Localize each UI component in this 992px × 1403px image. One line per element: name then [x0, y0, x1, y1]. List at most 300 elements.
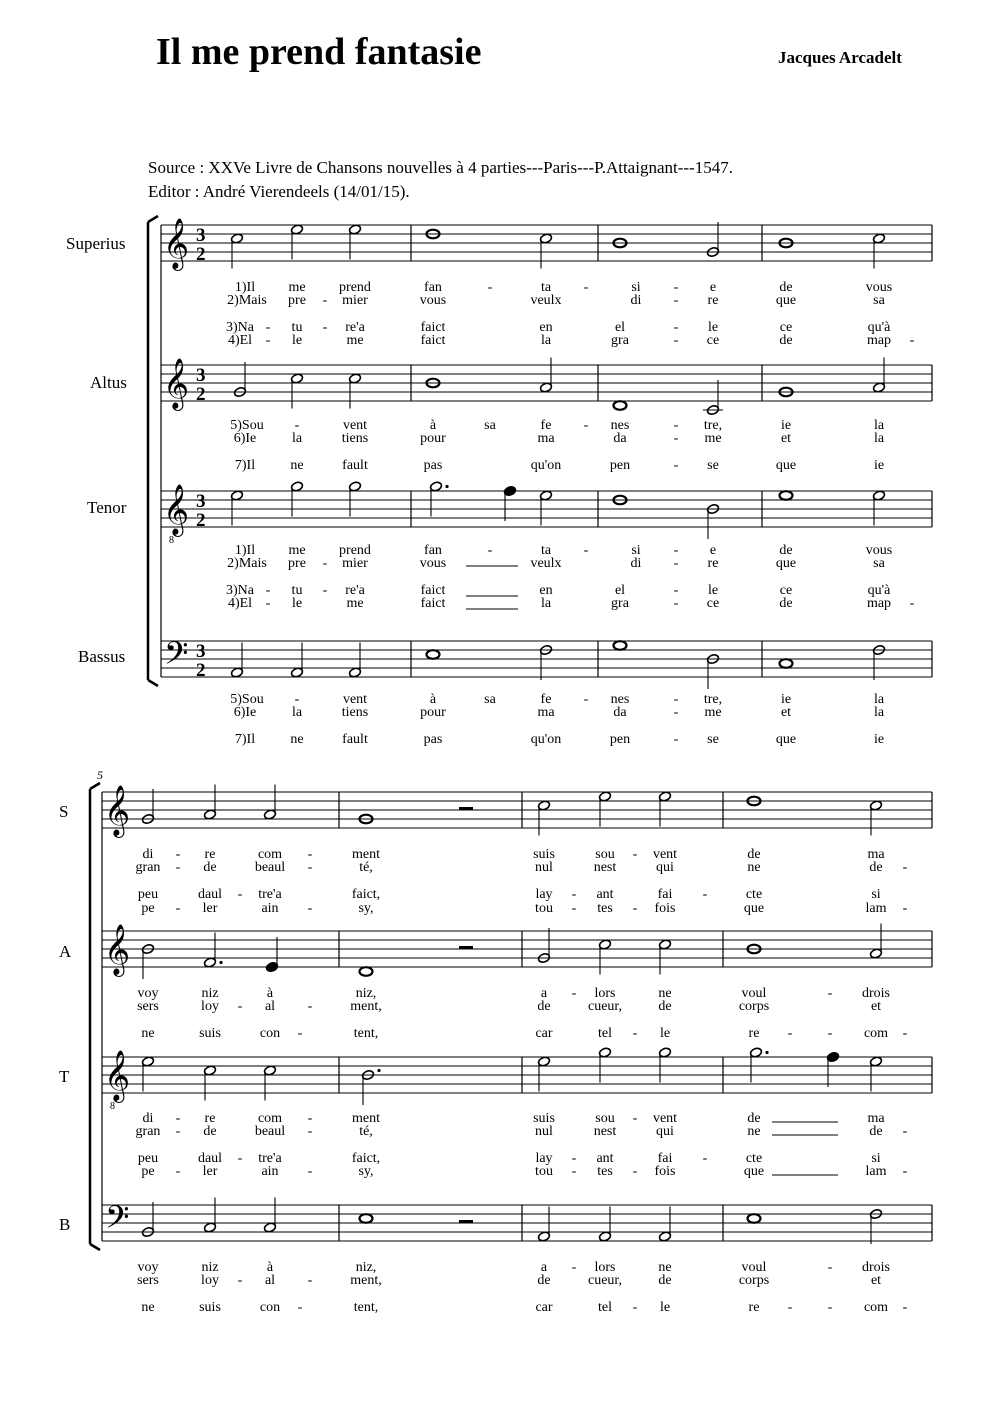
lyric-syllable: - [265, 596, 271, 611]
lyric-syllable: - [237, 999, 243, 1014]
lyric-syllable: pour [420, 431, 446, 446]
lyric-syllable: - [175, 860, 181, 875]
lyric-syllable: pen [609, 458, 631, 473]
lyric-syllable: tel [598, 1300, 612, 1315]
lyric-syllable: - [902, 1164, 908, 1179]
lyric-syllable: nul [535, 860, 553, 875]
lyric-syllable: que [775, 458, 797, 473]
lyric-syllable: suis [199, 1300, 221, 1315]
lyric-syllable: - [787, 1026, 793, 1041]
lyric-syllable: ma [537, 705, 555, 720]
lyric-syllable: veulx [530, 556, 562, 571]
lyric-syllable: fois [654, 901, 676, 916]
lyric-syllable: tu [291, 583, 303, 598]
lyric-syllable: cte [745, 887, 763, 902]
lyric-syllable: me [704, 431, 722, 446]
lyric-syllable: voy [137, 1260, 159, 1275]
lyric-syllable: - [902, 901, 908, 916]
lyric-syllable: à [429, 692, 437, 707]
whole-note [360, 1214, 373, 1223]
lyric-syllable: e [709, 280, 717, 295]
lyric-syllable: 1)Il [234, 280, 256, 295]
lyric-syllable: pe [141, 901, 155, 916]
lyric-syllable: - [673, 458, 679, 473]
lyric-syllable: fault [342, 458, 368, 473]
whole-note [427, 650, 440, 659]
voice-label-a: A [59, 942, 72, 961]
lyric-syllable: de [537, 999, 551, 1014]
lyric-syllable: me [346, 333, 364, 348]
lyric-syllable: re [707, 556, 719, 571]
lyric-syllable: - [265, 583, 271, 598]
lyric-syllable: qu'à [867, 320, 891, 335]
lyric-syllable: fai [657, 887, 673, 902]
lyric-syllable: tre'a [258, 887, 282, 902]
lyric-syllable: voul [741, 986, 767, 1001]
lyric-syllable: - [237, 1151, 243, 1166]
voice-label-superius: Superius [66, 234, 126, 253]
lyric-syllable: car [535, 1026, 553, 1041]
lyric-syllable: nes [610, 692, 630, 707]
lyric-syllable: drois [862, 1260, 890, 1275]
lyric-syllable: - [307, 1273, 313, 1288]
lyric-syllable: - [827, 1026, 833, 1041]
lyric-syllable: la [873, 418, 885, 433]
lyric-syllable: de [779, 543, 793, 558]
lyric-syllable: - [307, 1164, 313, 1179]
lyric-syllable: lay [535, 1151, 553, 1166]
lyric-syllable: et [780, 705, 792, 720]
lyric-syllable: - [297, 1026, 303, 1041]
lyric-syllable: al [264, 999, 276, 1014]
lyric-syllable: tiens [341, 705, 369, 720]
lyric-syllable: faict, [351, 887, 381, 902]
lyric-syllable: nes [610, 418, 630, 433]
lyric-syllable: 4)El [227, 596, 253, 611]
lyric-syllable: daul [197, 1151, 223, 1166]
lyric-syllable: suis [199, 1026, 221, 1041]
lyric-syllable: gran [135, 1124, 161, 1139]
lyric-syllable: com [257, 847, 283, 862]
lyric-syllable: veulx [530, 293, 562, 308]
lyric-syllable: - [294, 418, 300, 433]
lyric-syllable: - [583, 543, 589, 558]
lyric-syllable: - [673, 333, 679, 348]
lyric-syllable: niz, [355, 1260, 377, 1275]
lyric-syllable: niz [201, 1260, 219, 1275]
lyric-syllable: el [614, 583, 626, 598]
lyric-syllable: faict [420, 320, 446, 335]
dot [445, 485, 448, 488]
lyric-syllable: que [775, 556, 797, 571]
lyric-syllable: - [487, 280, 493, 295]
composer-name: Jacques Arcadelt [778, 48, 902, 67]
lyric-syllable: re [748, 1300, 760, 1315]
lyric-syllable: fai [657, 1151, 673, 1166]
lyric-syllable: - [307, 999, 313, 1014]
lyric-syllable: cte [745, 1151, 763, 1166]
voice-label-b: B [59, 1215, 71, 1234]
lyric-syllable: faict [420, 583, 446, 598]
lyric-syllable: faict [420, 596, 446, 611]
lyric-syllable: le [707, 583, 719, 598]
lyric-syllable: de [869, 1124, 883, 1139]
lyric-syllable: ce [706, 596, 720, 611]
lyric-syllable: 5)Sou [230, 692, 264, 707]
lyric-syllable: me [346, 596, 364, 611]
lyric-syllable: et [870, 1273, 882, 1288]
lyric-syllable: ment, [350, 1273, 382, 1288]
voice-label-t: T [59, 1067, 70, 1086]
lyric-syllable: ne [658, 986, 672, 1001]
lyric-syllable: pen [609, 732, 631, 747]
lyric-syllable: sy, [358, 1164, 374, 1179]
lyric-syllable: - [673, 320, 679, 335]
treble-clef: 𝄞 [104, 1050, 131, 1101]
lyric-syllable: loy [201, 999, 219, 1014]
time-signature-bottom: 2 [196, 384, 206, 405]
lyric-syllable: - [902, 1300, 908, 1315]
time-signature-top: 3 [196, 641, 206, 662]
lyric-syllable: ment [352, 847, 380, 862]
lyric-syllable: corps [738, 1273, 770, 1288]
lyric-syllable: 3)Na [226, 320, 254, 335]
treble-clef: 𝄞 [163, 358, 190, 409]
lyric-syllable: de [747, 1111, 761, 1126]
lyric-syllable: - [673, 732, 679, 747]
lyric-syllable: - [632, 1111, 638, 1126]
lyric-syllable: de [779, 333, 793, 348]
lyric-syllable: - [902, 860, 908, 875]
lyric-syllable: 6)Ie [233, 431, 257, 446]
lyric-syllable: sa [484, 692, 496, 707]
lyric-syllable: 2)Mais [227, 556, 267, 571]
lyric-syllable: - [632, 1300, 638, 1315]
lyric-syllable: tel [598, 1026, 612, 1041]
lyric-syllable: re [204, 847, 216, 862]
whole-note [780, 491, 793, 500]
lyric-syllable: et [780, 431, 792, 446]
lyric-syllable: - [583, 418, 589, 433]
lyric-syllable: ne [290, 732, 304, 747]
lyric-syllable: vent [652, 847, 678, 862]
voice-label-tenor: Tenor [87, 498, 127, 517]
lyric-syllable: de [203, 860, 217, 875]
lyric-syllable: lam [865, 901, 887, 916]
lyric-syllable: peu [137, 1151, 159, 1166]
lyric-syllable: corps [738, 999, 770, 1014]
lyric-syllable: que [743, 901, 765, 916]
lyric-syllable: fe [540, 692, 552, 707]
lyric-syllable: vent [342, 418, 368, 433]
lyric-syllable: - [673, 692, 679, 707]
lyric-syllable: - [175, 901, 181, 916]
lyric-syllable: si [631, 543, 641, 558]
lyric-syllable: sy, [358, 901, 374, 916]
time-signature-bottom: 2 [196, 660, 206, 681]
lyric-syllable: - [571, 986, 577, 1001]
lyric-syllable: map [866, 333, 892, 348]
lyric-syllable: sers [137, 1273, 159, 1288]
voice-label-altus: Altus [90, 373, 127, 392]
lyric-syllable: - [673, 431, 679, 446]
lyric-syllable: voul [741, 1260, 767, 1275]
lyric-syllable: con [259, 1300, 281, 1315]
lyric-syllable: ne [747, 860, 761, 875]
lyric-syllable: - [632, 1026, 638, 1041]
lyric-syllable: qu'on [530, 458, 562, 473]
lyric-syllable: pe [141, 1164, 155, 1179]
lyric-syllable: pas [423, 458, 443, 473]
lyric-syllable: 1)Il [234, 543, 256, 558]
lyric-syllable: - [632, 1164, 638, 1179]
treble-clef: 𝄞 [104, 924, 131, 975]
lyric-syllable: ant [596, 887, 614, 902]
lyric-syllable: - [673, 293, 679, 308]
lyric-syllable: se [707, 458, 719, 473]
lyric-syllable: ie [780, 418, 792, 433]
lyric-syllable: - [175, 847, 181, 862]
lyric-syllable: prend [339, 543, 371, 558]
lyric-syllable: ne [658, 1260, 672, 1275]
lyric-syllable: ant [596, 1151, 614, 1166]
lyric-syllable: a [540, 986, 548, 1001]
lyric-syllable: da [613, 705, 627, 720]
lyric-syllable: sa [484, 418, 496, 433]
lyric-syllable: - [827, 986, 833, 1001]
lyric-syllable: ie [873, 458, 885, 473]
measure-number: 5 [97, 768, 103, 782]
dot [377, 1069, 380, 1072]
lyric-syllable: me [288, 280, 306, 295]
lyric-syllable: lay [535, 887, 553, 902]
lyric-syllable: le [707, 320, 719, 335]
lyric-syllable: - [571, 1260, 577, 1275]
lyric-syllable: - [902, 1026, 908, 1041]
dot [765, 1051, 768, 1054]
lyric-syllable: prend [339, 280, 371, 295]
lyric-syllable: de [203, 1124, 217, 1139]
lyric-syllable: - [571, 887, 577, 902]
lyric-syllable: de [658, 999, 672, 1014]
bracket-hook [90, 783, 100, 789]
lyric-syllable: pour [420, 705, 446, 720]
lyric-syllable: - [237, 1273, 243, 1288]
dot [219, 961, 222, 964]
lyric-syllable: 5)Sou [230, 418, 264, 433]
lyric-syllable: vent [652, 1111, 678, 1126]
lyric-syllable: ler [202, 901, 218, 916]
lyric-syllable: qu'à [867, 583, 891, 598]
lyric-syllable: fe [540, 418, 552, 433]
lyric-syllable: ment, [350, 999, 382, 1014]
lyric-syllable: nest [593, 1124, 617, 1139]
time-signature-top: 3 [196, 491, 206, 512]
lyric-syllable: fois [654, 1164, 676, 1179]
lyric-syllable: fan [424, 543, 442, 558]
lyric-syllable: ler [202, 1164, 218, 1179]
lyric-syllable: beaul [254, 1124, 286, 1139]
lyric-syllable: - [702, 1151, 708, 1166]
lyric-syllable: e [709, 543, 717, 558]
lyric-syllable: el [614, 320, 626, 335]
lyric-syllable: - [307, 847, 313, 862]
treble-clef: 𝄞 [163, 484, 190, 535]
lyric-syllable: 7)Il [234, 458, 256, 473]
lyric-syllable: daul [197, 887, 223, 902]
lyric-syllable: vent [342, 692, 368, 707]
lyric-syllable: tou [535, 901, 553, 916]
lyric-syllable: - [322, 583, 328, 598]
lyric-syllable: se [707, 732, 719, 747]
lyric-syllable: pre [288, 293, 306, 308]
lyric-syllable: - [487, 543, 493, 558]
lyric-syllable: di [630, 556, 642, 571]
lyric-syllable: lors [594, 1260, 616, 1275]
lyric-syllable: - [571, 1164, 577, 1179]
lyric-syllable: voy [137, 986, 159, 1001]
source-note: Source : XXVe Livre de Chansons nouvelles à 4 parties---Paris---P.Attaignant---1547. [148, 158, 733, 177]
lyric-syllable: ie [780, 692, 792, 707]
lyric-syllable: - [265, 333, 271, 348]
lyric-syllable: - [571, 901, 577, 916]
lyric-syllable: re [748, 1026, 760, 1041]
lyric-syllable: faict [420, 333, 446, 348]
lyric-syllable: ce [706, 333, 720, 348]
lyric-syllable: - [632, 901, 638, 916]
treble-clef: 𝄞 [163, 218, 190, 269]
lyric-syllable: si [871, 1151, 881, 1166]
lyric-syllable: fault [342, 732, 368, 747]
lyric-syllable: re'a [345, 320, 365, 335]
lyric-syllable: - [175, 1164, 181, 1179]
lyric-syllable: 4)El [227, 333, 253, 348]
lyric-syllable: pas [423, 732, 443, 747]
lyric-syllable: vous [865, 280, 893, 295]
lyric-syllable: mier [342, 293, 368, 308]
time-signature-bottom: 2 [196, 244, 206, 265]
lyric-syllable: beaul [254, 860, 286, 875]
lyric-syllable: gra [611, 333, 629, 348]
lyric-syllable: 6)Ie [233, 705, 257, 720]
lyric-syllable: suis [533, 847, 555, 862]
lyric-syllable: da [613, 431, 627, 446]
lyric-syllable: la [291, 705, 303, 720]
lyric-syllable: niz [201, 986, 219, 1001]
lyric-syllable: - [827, 1300, 833, 1315]
lyric-syllable: ment [352, 1111, 380, 1126]
lyric-syllable: le [659, 1026, 671, 1041]
clef-8-mark: 8 [169, 535, 174, 546]
lyric-syllable: vous [419, 556, 447, 571]
whole-note [748, 1214, 761, 1223]
lyric-syllable: mier [342, 556, 368, 571]
lyric-syllable: sers [137, 999, 159, 1014]
lyric-syllable: tu [291, 320, 303, 335]
lyric-syllable: à [266, 1260, 274, 1275]
lyric-syllable: de [537, 1273, 551, 1288]
lyric-syllable: tent, [353, 1300, 379, 1315]
lyric-syllable: com [863, 1026, 889, 1041]
lyric-syllable: nul [535, 1124, 553, 1139]
lyric-syllable: de [779, 596, 793, 611]
lyric-syllable: - [787, 1300, 793, 1315]
lyric-syllable: tou [535, 1164, 553, 1179]
lyric-syllable: - [827, 1260, 833, 1275]
lyric-syllable: tiens [341, 431, 369, 446]
lyric-syllable: ce [779, 320, 793, 335]
lyric-syllable: map [866, 596, 892, 611]
lyric-syllable: la [873, 692, 885, 707]
lyric-syllable: la [540, 333, 552, 348]
lyric-syllable: qui [656, 860, 674, 875]
lyric-syllable: gran [135, 860, 161, 875]
lyric-syllable: 7)Il [234, 732, 256, 747]
lyric-syllable: le [659, 1300, 671, 1315]
lyric-syllable: re [707, 293, 719, 308]
lyric-syllable: cueur, [587, 999, 623, 1014]
lyric-syllable: - [175, 1111, 181, 1126]
lyric-syllable: té, [359, 1124, 373, 1139]
voice-label-s: S [59, 802, 69, 821]
bass-clef: 𝄢 [164, 635, 189, 679]
lyric-syllable: vous [865, 543, 893, 558]
lyric-syllable: com [863, 1300, 889, 1315]
lyric-syllable: - [673, 705, 679, 720]
lyric-syllable: sou [595, 1111, 615, 1126]
lyric-syllable: qui [656, 1124, 674, 1139]
lyric-syllable: - [673, 556, 679, 571]
lyric-syllable: la [291, 431, 303, 446]
lyric-syllable: gra [611, 596, 629, 611]
page-title: Il me prend fantasie [156, 31, 482, 73]
time-signature-bottom: 2 [196, 510, 206, 531]
lyric-syllable: ce [779, 583, 793, 598]
bracket-hook [90, 1244, 100, 1250]
lyric-syllable: lam [865, 1164, 887, 1179]
lyric-syllable: ma [867, 1111, 885, 1126]
lyric-syllable: pre [288, 556, 306, 571]
lyric-syllable: nest [593, 860, 617, 875]
lyric-syllable: de [747, 847, 761, 862]
lyric-syllable: tent, [353, 1026, 379, 1041]
bracket-hook [148, 216, 158, 222]
lyric-syllable: - [307, 1111, 313, 1126]
lyric-syllable: tes [597, 1164, 613, 1179]
lyric-syllable: la [873, 431, 885, 446]
lyric-syllable: - [265, 320, 271, 335]
lyric-syllable: ne [141, 1026, 155, 1041]
lyric-syllable: - [902, 1124, 908, 1139]
lyric-syllable: com [257, 1111, 283, 1126]
lyric-syllable: de [658, 1273, 672, 1288]
lyric-syllable: peu [137, 887, 159, 902]
lyric-syllable: - [322, 556, 328, 571]
lyric-syllable: vous [419, 293, 447, 308]
lyric-syllable: - [322, 320, 328, 335]
lyric-syllable: - [307, 860, 313, 875]
lyric-syllable: si [631, 280, 641, 295]
time-signature-top: 3 [196, 365, 206, 386]
lyric-syllable: de [869, 860, 883, 875]
lyric-syllable: me [288, 543, 306, 558]
lyric-syllable: - [307, 901, 313, 916]
lyric-syllable: 3)Na [226, 583, 254, 598]
lyric-syllable: a [540, 1260, 548, 1275]
lyric-syllable: que [775, 293, 797, 308]
lyric-syllable: ne [141, 1300, 155, 1315]
lyric-syllable: tes [597, 901, 613, 916]
